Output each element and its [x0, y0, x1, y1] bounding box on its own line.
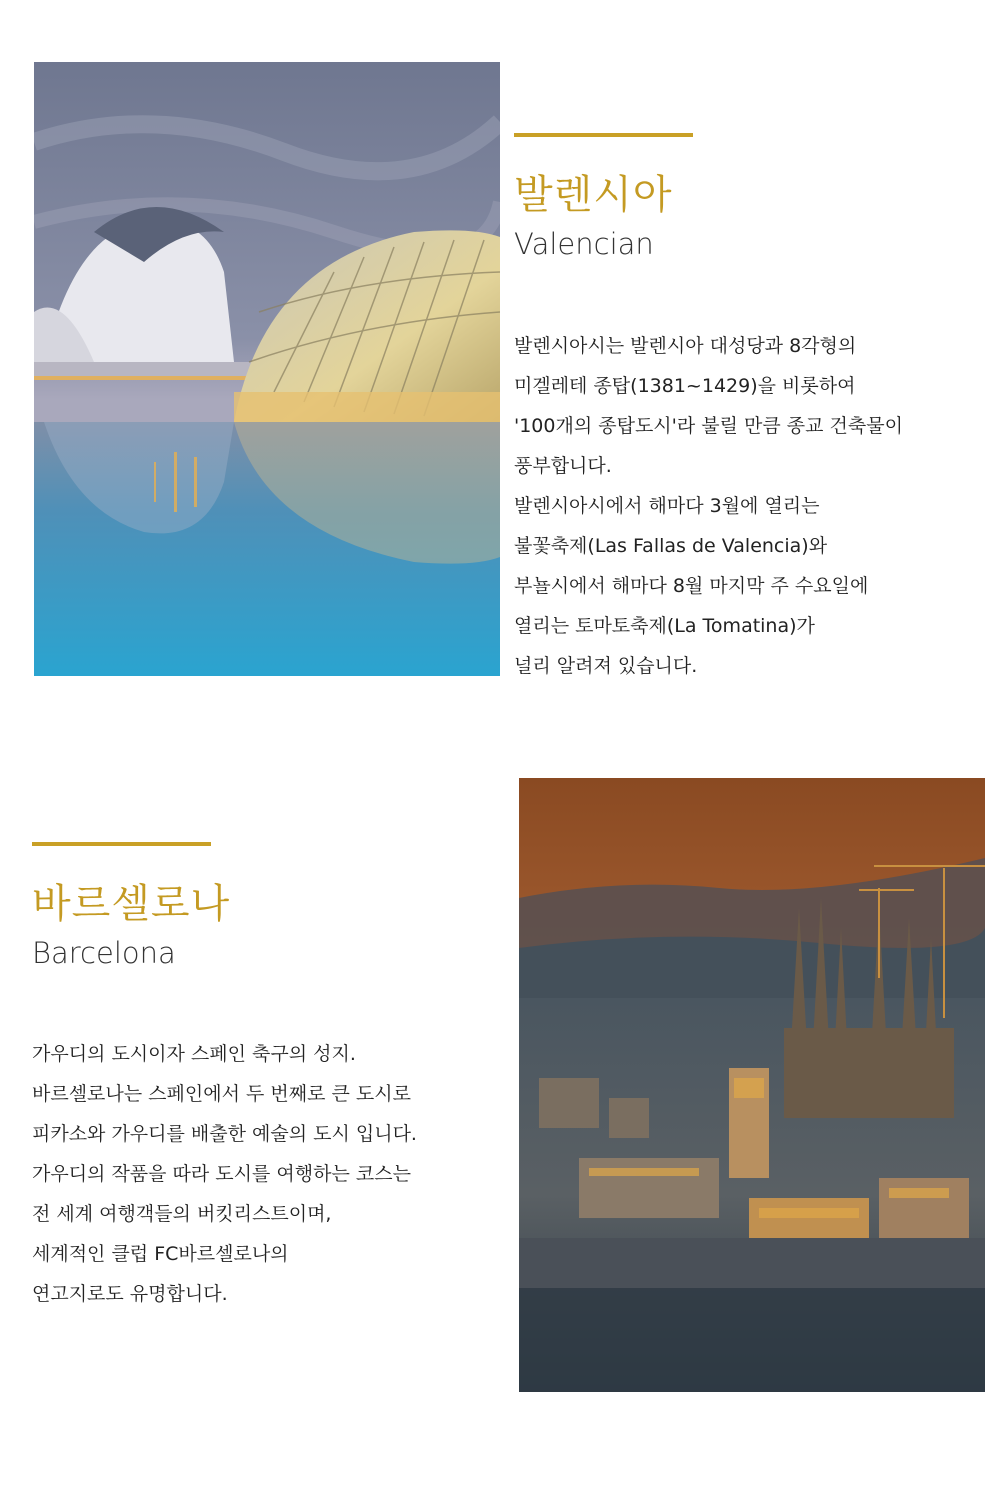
- valencia-subtitle: Valencian: [514, 227, 654, 261]
- valencia-photo: [34, 62, 500, 676]
- barcelona-line: 가우디의 작품을 따라 도시를 여행하는 코스는: [32, 1163, 411, 1185]
- valencia-line: 발렌시아시에서 해마다 3월에 열리는: [514, 495, 820, 517]
- valencia-line: 열리는 토마토축제(La Tomatina)가: [514, 615, 815, 637]
- barcelona-subtitle: Barcelona: [32, 936, 176, 970]
- barcelona-photo: [519, 778, 985, 1392]
- valencia-description: [514, 326, 903, 686]
- valencia-accent-line: [514, 133, 693, 137]
- barcelona-line: 바르셀로나는 스페인에서 두 번째로 큰 도시로: [32, 1083, 411, 1105]
- barcelona-line: 가우디의 도시이자 스페인 축구의 성지.: [32, 1043, 356, 1065]
- barcelona-line: 연고지로도 유명합니다.: [32, 1283, 228, 1305]
- barcelona-line: 전 세계 여행객들의 버킷리스트이며,: [32, 1203, 332, 1225]
- barcelona-line: 피카소와 가우디를 배출한 예술의 도시 입니다.: [32, 1123, 417, 1145]
- valencia-line: '100개의 종탑도시'라 불릴 만큼 종교 건축물이: [514, 415, 903, 437]
- valencia-line: 미겔레테 종탑(1381~1429)을 비롯하여: [514, 375, 856, 397]
- barcelona-description: [32, 1034, 417, 1314]
- barcelona-accent-line: [32, 842, 211, 846]
- barcelona-line: 세계적인 클럽 FC바르셀로나의: [32, 1243, 289, 1265]
- valencia-line: 불꽃축제(Las Fallas de Valencia)와: [514, 535, 828, 557]
- barcelona-title: 바르셀로나: [32, 881, 231, 927]
- valencia-title: 발렌시아: [514, 172, 673, 218]
- valencia-line: 널리 알려져 있습니다.: [514, 655, 698, 677]
- valencia-line: 부뇰시에서 해마다 8월 마지막 주 수요일에: [514, 575, 869, 597]
- valencia-line: 발렌시아시는 발렌시아 대성당과 8각형의: [514, 335, 857, 357]
- valencia-line: 풍부합니다.: [514, 455, 612, 477]
